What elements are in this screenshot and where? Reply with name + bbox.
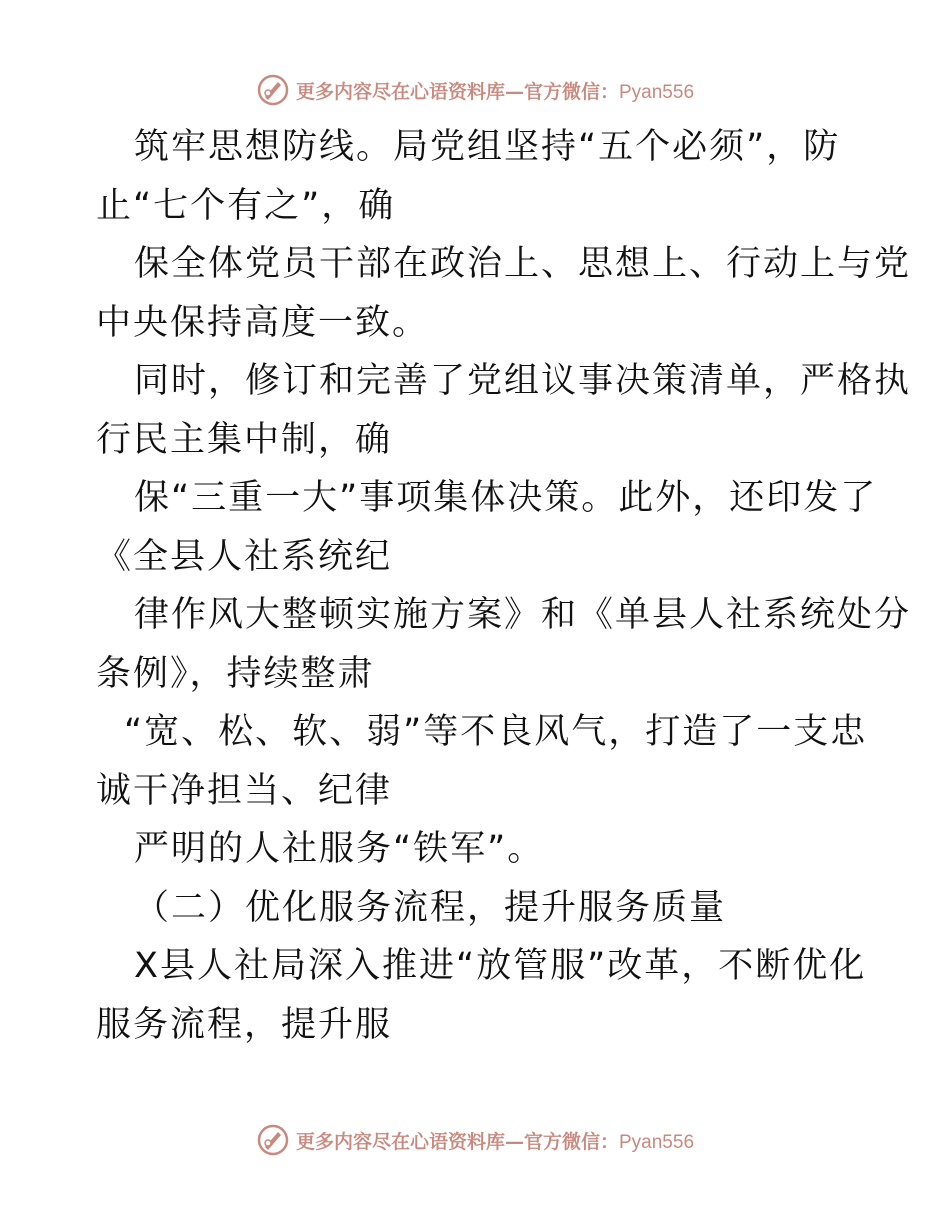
text-line: 筑牢思想防线。局党组坚持“五个必须”，防 <box>134 127 841 167</box>
watermark-logo-icon <box>256 1123 290 1157</box>
text-line: 保“三重一大”事项集体决策。此外，还印发了 <box>134 478 878 518</box>
text-line: 《全县人社系统纪 <box>96 536 393 577</box>
watermark-text: 更多内容尽在心语资料库—官方微信：Pyan556 <box>295 80 695 103</box>
text-line: 服务流程，提升服 <box>96 1004 393 1045</box>
text-line: 律作风大整顿实施方案》和《单县人社系统处分 <box>134 595 912 635</box>
text-line: 止“七个有之”，确 <box>96 185 396 226</box>
body-text <box>96 118 912 1054</box>
watermark-wechat-id: Pyan556 <box>619 81 695 103</box>
watermark-text: 更多内容尽在心语资料库—官方微信：Pyan556 <box>295 1130 695 1153</box>
text-line: 诚干净担当、纪律 <box>96 770 393 811</box>
section-heading: （二）优化服务流程，提升服务质量 <box>134 887 727 928</box>
header-watermark <box>0 70 950 110</box>
watermark-wechat-id: Pyan556 <box>619 1131 695 1153</box>
text-line: 严明的人社服务“铁军”。 <box>134 829 545 869</box>
text-line: 同时，修订和完善了党组议事决策清单，严格执 <box>134 361 912 401</box>
watermark-logo-icon <box>256 73 290 107</box>
text-line: 行民主集中制，确 <box>96 419 393 460</box>
text-line: X县人社局深入推进“放管服”改革，不断优化 <box>134 946 867 986</box>
text-line: “宽、松、软、弱”等不良风气，打造了一支忠 <box>124 712 868 752</box>
text-line: 中央保持高度一致。 <box>96 302 430 343</box>
text-line: 保全体党员干部在政治上、思想上、行动上与党 <box>134 244 912 284</box>
text-line: 条例》，持续整肃 <box>96 653 375 694</box>
footer-watermark <box>0 1120 950 1160</box>
